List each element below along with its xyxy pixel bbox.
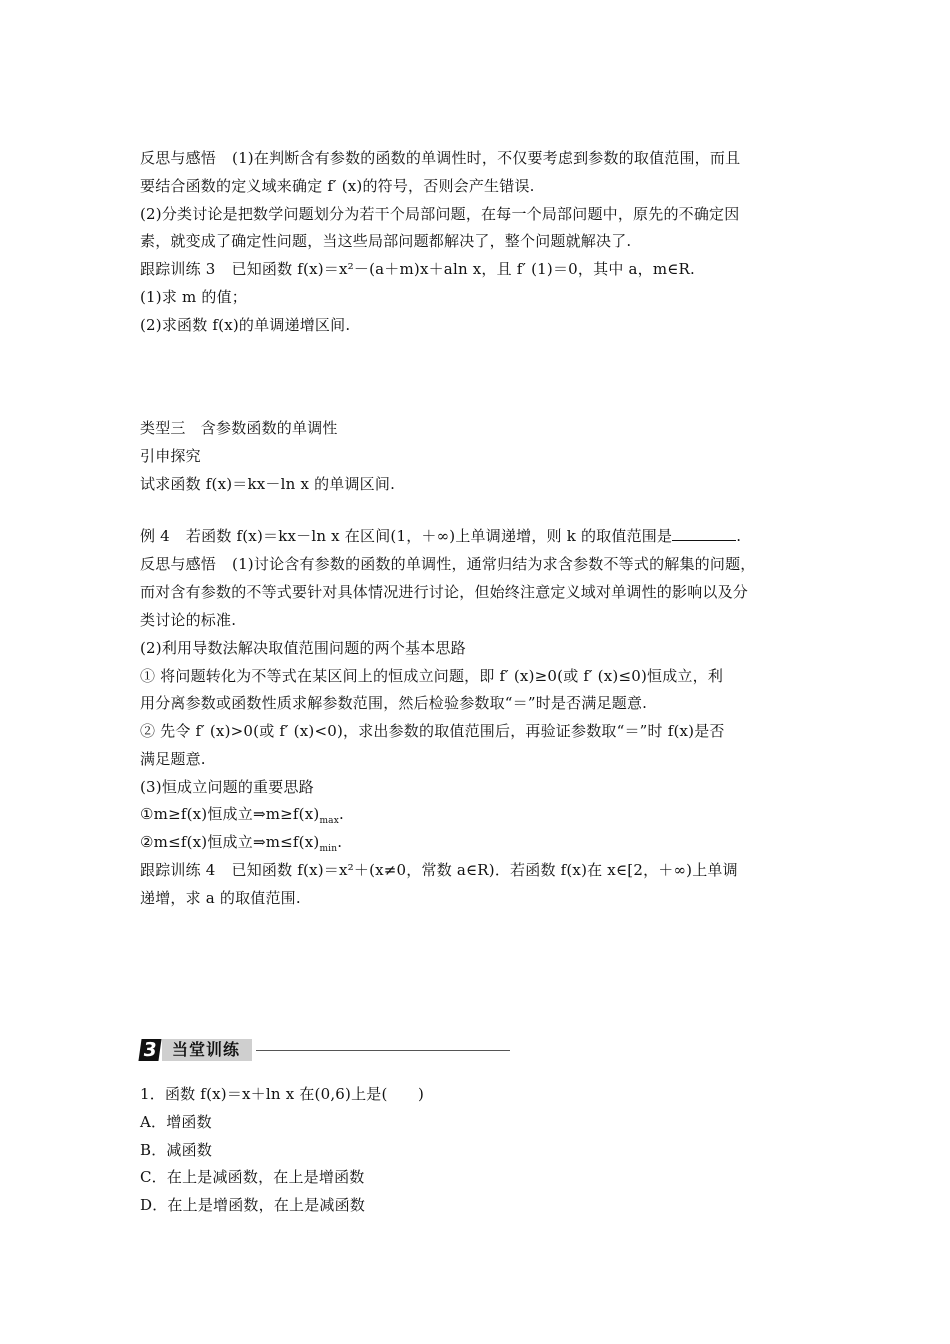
reflection-line: (2)利用导数法解决取值范围问题的两个基本思路 bbox=[140, 639, 466, 657]
rule-subscript: min bbox=[319, 844, 338, 854]
reflection-line: 类讨论的标准. bbox=[140, 611, 237, 629]
example-end: . bbox=[736, 527, 742, 545]
track-exercise-text: 已知函数 f(x)＝x²－(a＋m)x＋aln x，且 f′ (1)＝0，其中 a，m∈R. bbox=[231, 260, 696, 278]
track-exercise-label: 跟踪训练 3 bbox=[140, 260, 216, 278]
rule-text: ①m≥f(x)恒成立⇒m≥f(x) bbox=[140, 805, 320, 823]
reflection-line: 要结合函数的定义域来确定 f′ (x)的符号，否则会产生错误. bbox=[140, 177, 535, 195]
example-4 bbox=[140, 526, 741, 546]
section-divider bbox=[256, 1050, 510, 1051]
example-label: 例 4 bbox=[140, 527, 170, 545]
explore-heading: 引申探究 bbox=[140, 447, 201, 465]
explore-text: 试求函数 f(x)＝kx－ln x 的单调区间. bbox=[140, 475, 396, 493]
reflection-line: (2)分类讨论是把数学问题划分为若干个局部问题，在每一个局部问题中，原先的不确定因 bbox=[140, 205, 740, 223]
track-exercise-label: 跟踪训练 4 bbox=[140, 861, 216, 879]
track-exercise-4-cont: 递增，求 a 的取值范围. bbox=[140, 889, 301, 907]
track-exercise-4 bbox=[140, 860, 738, 880]
reflection-line: (3)恒成立问题的重要思路 bbox=[140, 778, 314, 796]
track-exercise-text: 已知函数 f(x)＝x²＋(x≠0，常数 a∈R)．若函数 f(x)在 x∈[2，＋∞)上单调 bbox=[231, 861, 738, 879]
reflection-line: 素，就变成了确定性问题，当这些局部问题都解决了，整个问题就解决了. bbox=[140, 232, 632, 250]
question-part: (1)求 m 的值； bbox=[140, 288, 248, 306]
type-heading: 类型三 含参数函数的单调性 bbox=[140, 419, 338, 437]
rule-2: ②m≤f(x)恒成立$\Rightarrow m\le f(x)_{min}$. bbox=[140, 833, 343, 854]
approach-2: 满足题意. bbox=[140, 750, 206, 768]
quiz-question: 1．函数 f(x)＝x＋ln x 在(0,6)上是( ) bbox=[140, 1085, 425, 1103]
rule-1: ①m≥f(x)恒成立$\Rightarrow m\ge f(x)_{max}$. bbox=[140, 805, 344, 826]
reflection-line bbox=[140, 554, 755, 574]
reflection-text: (1)在判断含有参数的函数的单调性时，不仅要考虑到参数的取值范围，而且 bbox=[232, 149, 741, 167]
quiz-option-a: A．增函数 bbox=[140, 1113, 212, 1131]
approach-1: 用分离参数或函数性质求解参数范围，然后检验参数取“＝”时是否满足题意. bbox=[140, 694, 648, 712]
quiz-option-c: C．在上是减函数，在上是增函数 bbox=[140, 1168, 365, 1186]
approach-1: ① 将问题转化为不等式在某区间上的恒成立问题，即 f′ (x)≥0(或 f′ (x)≤0)恒成立，利 bbox=[140, 667, 724, 685]
section-title: 当堂训练 bbox=[162, 1039, 252, 1061]
rule-text: ②m≤f(x)恒成立⇒m≤f(x) bbox=[140, 833, 320, 851]
reflection-label: 反思与感悟 bbox=[140, 555, 217, 573]
reflection-line: 而对含有参数的不等式要针对具体情况进行讨论，但始终注意定义域对单调性的影响以及分 bbox=[140, 583, 749, 601]
section-banner bbox=[140, 1038, 510, 1062]
quiz-option-d: D．在上是增函数，在上是减函数 bbox=[140, 1196, 366, 1214]
quiz-option-b: B．减函数 bbox=[140, 1141, 213, 1159]
reflection-text: (1)讨论含有参数的函数的单调性，通常归结为求含参数不等式的解集的问题， bbox=[232, 555, 756, 573]
example-text: 若函数 f(x)＝kx－ln x 在区间(1，＋∞)上单调递增，则 k 的取值范围是 bbox=[185, 527, 673, 545]
track-exercise-3 bbox=[140, 259, 695, 279]
answer-blank bbox=[672, 526, 736, 541]
section-number: 3 bbox=[138, 1039, 161, 1061]
reflection-line bbox=[140, 148, 740, 168]
approach-2: ② 先令 f′ (x)>0(或 f′ (x)<0)，求出参数的取值范围后，再验证参数取“＝”时 f(x)是否 bbox=[140, 722, 725, 740]
reflection-label: 反思与感悟 bbox=[140, 149, 217, 167]
question-part: (2)求函数 f(x)的单调递增区间. bbox=[140, 316, 351, 334]
rule-subscript: max bbox=[319, 816, 340, 826]
